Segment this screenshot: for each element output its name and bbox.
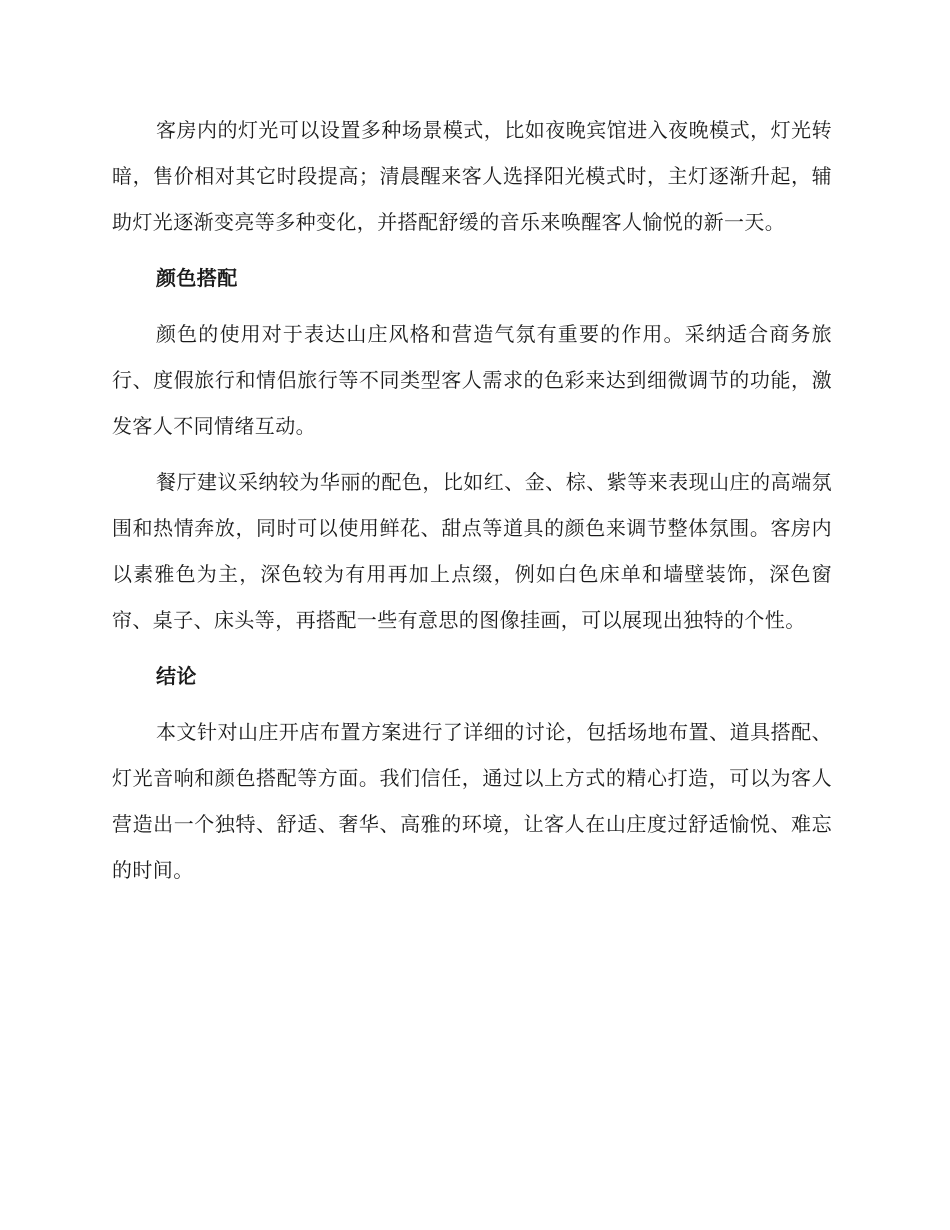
paragraph-lighting-scenes: 客房内的灯光可以设置多种场景模式，比如夜晚宾馆进入夜晚模式，灯光转暗，售价相对其它时段提高；清晨醒来客人选择阳光模式时，主灯逐渐升起，辅助灯光逐渐变亮等多种变化，并搭配舒缓的音乐来唤醒客人愉悦的新一天。 bbox=[112, 118, 832, 234]
paragraph-restaurant-colors: 餐厅建议采纳较为华丽的配色，比如红、金、棕、紫等来表现山庄的高端氛围和热情奔放，同时可以使用鲜花、甜点等道具的颜色来调节整体氛围。客房内以素雅色为主，深色较为有用再加上点缀，例如白色床单和墙壁装饰，深色窗帘、桌子、床头等，再搭配一些有意思的图像挂画，可以展现出独特的个性。 bbox=[112, 470, 832, 632]
paragraph-color-usage: 颜色的使用对于表达山庄风格和营造气氛有重要的作用。采纳适合商务旅行、度假旅行和情侣旅行等不同类型客人需求的色彩来达到细微调节的功能，激发客人不同情绪互动。 bbox=[112, 322, 832, 438]
document-page bbox=[112, 107, 832, 903]
section-heading-color: 颜色搭配 bbox=[156, 266, 238, 290]
paragraph-conclusion: 本文针对山庄开店布置方案进行了详细的讨论，包括场地布置、道具搭配、灯光音响和颜色搭配等方面。我们信任，通过以上方式的精心打造，可以为客人营造出一个独特、舒适、奢华、高雅的环境，让客人在山庄度过舒适愉悦、难忘的时间。 bbox=[112, 720, 832, 882]
section-heading-conclusion: 结论 bbox=[156, 664, 197, 688]
